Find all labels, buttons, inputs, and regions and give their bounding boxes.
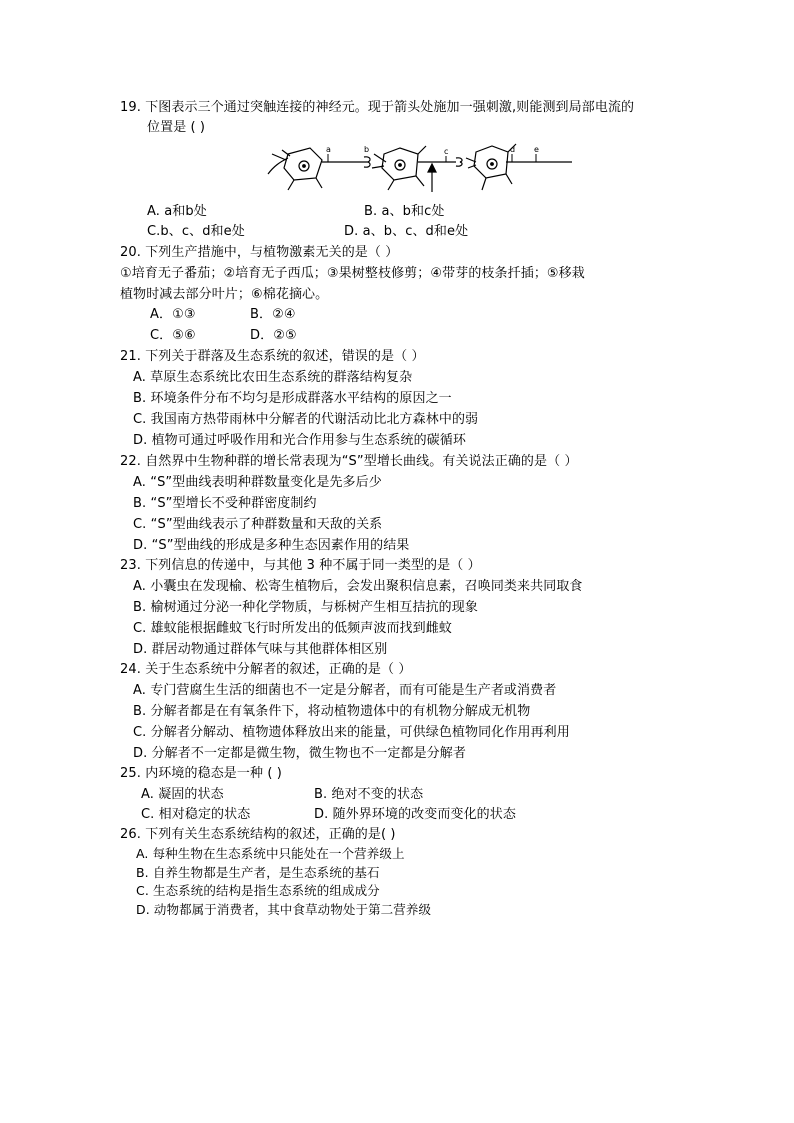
synapse-2 (456, 158, 462, 166)
q19-option-c: C.b、c、d和e处 (147, 224, 245, 239)
q25-option-d: D. 随外界环境的改变而变化的状态 (314, 807, 516, 822)
neuron-1 (268, 148, 368, 190)
q21-option-c: C. 我国南方热带雨林中分解者的代谢活动比北方森林中的弱 (133, 412, 479, 427)
q20-items-line2: 植物时减去部分叶片；⑥棉花摘心。 (120, 287, 329, 302)
q20-stem: 20. 下列生产措施中，与植物激素无关的是（ ） (120, 245, 399, 260)
q21-stem: 21. 下列关于群落及生态系统的叙述，错误的是（ ） (120, 349, 425, 364)
q22-option-d: D. “S”型曲线的形成是多种生态因素作用的结果 (133, 538, 410, 553)
q24-stem: 24. 关于生态系统中分解者的叙述，正确的是（ ） (120, 662, 412, 677)
recording-markers (328, 154, 536, 162)
q23-stem: 23. 下列信息的传递中，与其他 3 种不属于同一类型的是（ ） (120, 558, 481, 573)
q25-option-c: C. 相对稳定的状态 (141, 807, 251, 822)
q23-option-a: A. 小囊虫在发现榆、松寄生植物后，会发出聚积信息素，召唤同类来共同取食 (133, 579, 583, 594)
q22-option-a: A. “S”型曲线表明种群数量变化是先多后少 (133, 475, 382, 490)
q25-option-b: B. 绝对不变的状态 (314, 787, 424, 802)
q25-option-a: A. 凝固的状态 (141, 787, 224, 802)
q20-items-line1: ①培育无子番茄；②培育无子西瓜；③果树整枝修剪；④带芽的枝条扦插；⑤移栽 (120, 266, 585, 281)
q25-stem: 25. 内环境的稳态是一种 ( ) (120, 766, 282, 781)
q26-option-b: B. 自养生物都是生产者，是生态系统的基石 (136, 865, 380, 880)
q20-option-d: D．②⑤ (250, 328, 297, 343)
q26-option-c: C. 生态系统的结构是指生态系统的组成成分 (136, 883, 380, 898)
q24-option-d: D. 分解者不一定都是微生物，微生物也不一定都是分解者 (133, 746, 466, 761)
q20-option-a: A．①③ (150, 307, 196, 322)
q21-option-a: A. 草原生态系统比农田生态系统的群落结构复杂 (133, 370, 413, 385)
q23-option-b: B. 榆树通过分泌一种化学物质，与栎树产生相互拮抗的现象 (133, 600, 478, 615)
label-b: b (364, 145, 370, 154)
label-d: d (510, 145, 516, 154)
q23-option-d: D. 群居动物通过群体气味与其他群体相区别 (133, 642, 388, 657)
q26-stem: 26. 下列有关生态系统结构的叙述，正确的是( ) (120, 827, 396, 842)
q19-stem-line2: 位置是 ( ) (147, 120, 206, 135)
q19-option-a: A. a和b处 (147, 204, 207, 219)
stimulus-arrow (428, 164, 436, 192)
q21-option-b: B. 环境条件分布不均匀是形成群落水平结构的原因之一 (133, 391, 452, 406)
q19-option-b: B. a、b和c处 (364, 204, 445, 219)
label-e: e (534, 145, 539, 154)
q19-stem-line1: 19. 下图表示三个通过突触连接的神经元。现于箭头处施加一强刺激,则能测到局部电流的 (120, 100, 635, 115)
label-a: a (326, 145, 331, 154)
q20-option-c: C．⑤⑥ (150, 328, 196, 343)
q24-option-a: A. 专门营腐生生活的细菌也不一定是分解者，而有可能是生产者或消费者 (133, 683, 557, 698)
q20-option-b: B．②④ (250, 307, 296, 322)
q23-option-c: C. 雄蚊能根据雌蚊飞行时所发出的低频声波而找到雌蚊 (133, 621, 452, 636)
q19-option-d: D. a、b、c、d和e处 (344, 224, 469, 239)
q22-stem: 22. 自然界中生物种群的增长常表现为“S”型增长曲线。有关说法正确的是（ ） (120, 454, 578, 469)
neuron-3 (466, 144, 572, 190)
q24-option-b: B. 分解者都是在有氧条件下，将动植物遗体中的有机物分解成无机物 (133, 704, 531, 719)
q26-option-a: A. 每种生物在生态系统中只能处在一个营养级上 (136, 846, 405, 861)
q21-option-d: D. 植物可通过呼吸作用和光合作用参与生态系统的碳循环 (133, 433, 466, 448)
q22-option-c: C. “S”型曲线表示了种群数量和天敌的关系 (133, 517, 383, 532)
q22-option-b: B. “S”型增长不受种群密度制约 (133, 496, 317, 511)
q24-option-c: C. 分解者分解动、植物遗体释放出来的能量，可供绿色植物同化作用再利用 (133, 725, 570, 740)
neuron-synapse-diagram (260, 140, 580, 196)
q26-option-d: D. 动物都属于消费者，其中食草动物处于第二营养级 (136, 902, 432, 917)
label-c: c (444, 147, 449, 156)
